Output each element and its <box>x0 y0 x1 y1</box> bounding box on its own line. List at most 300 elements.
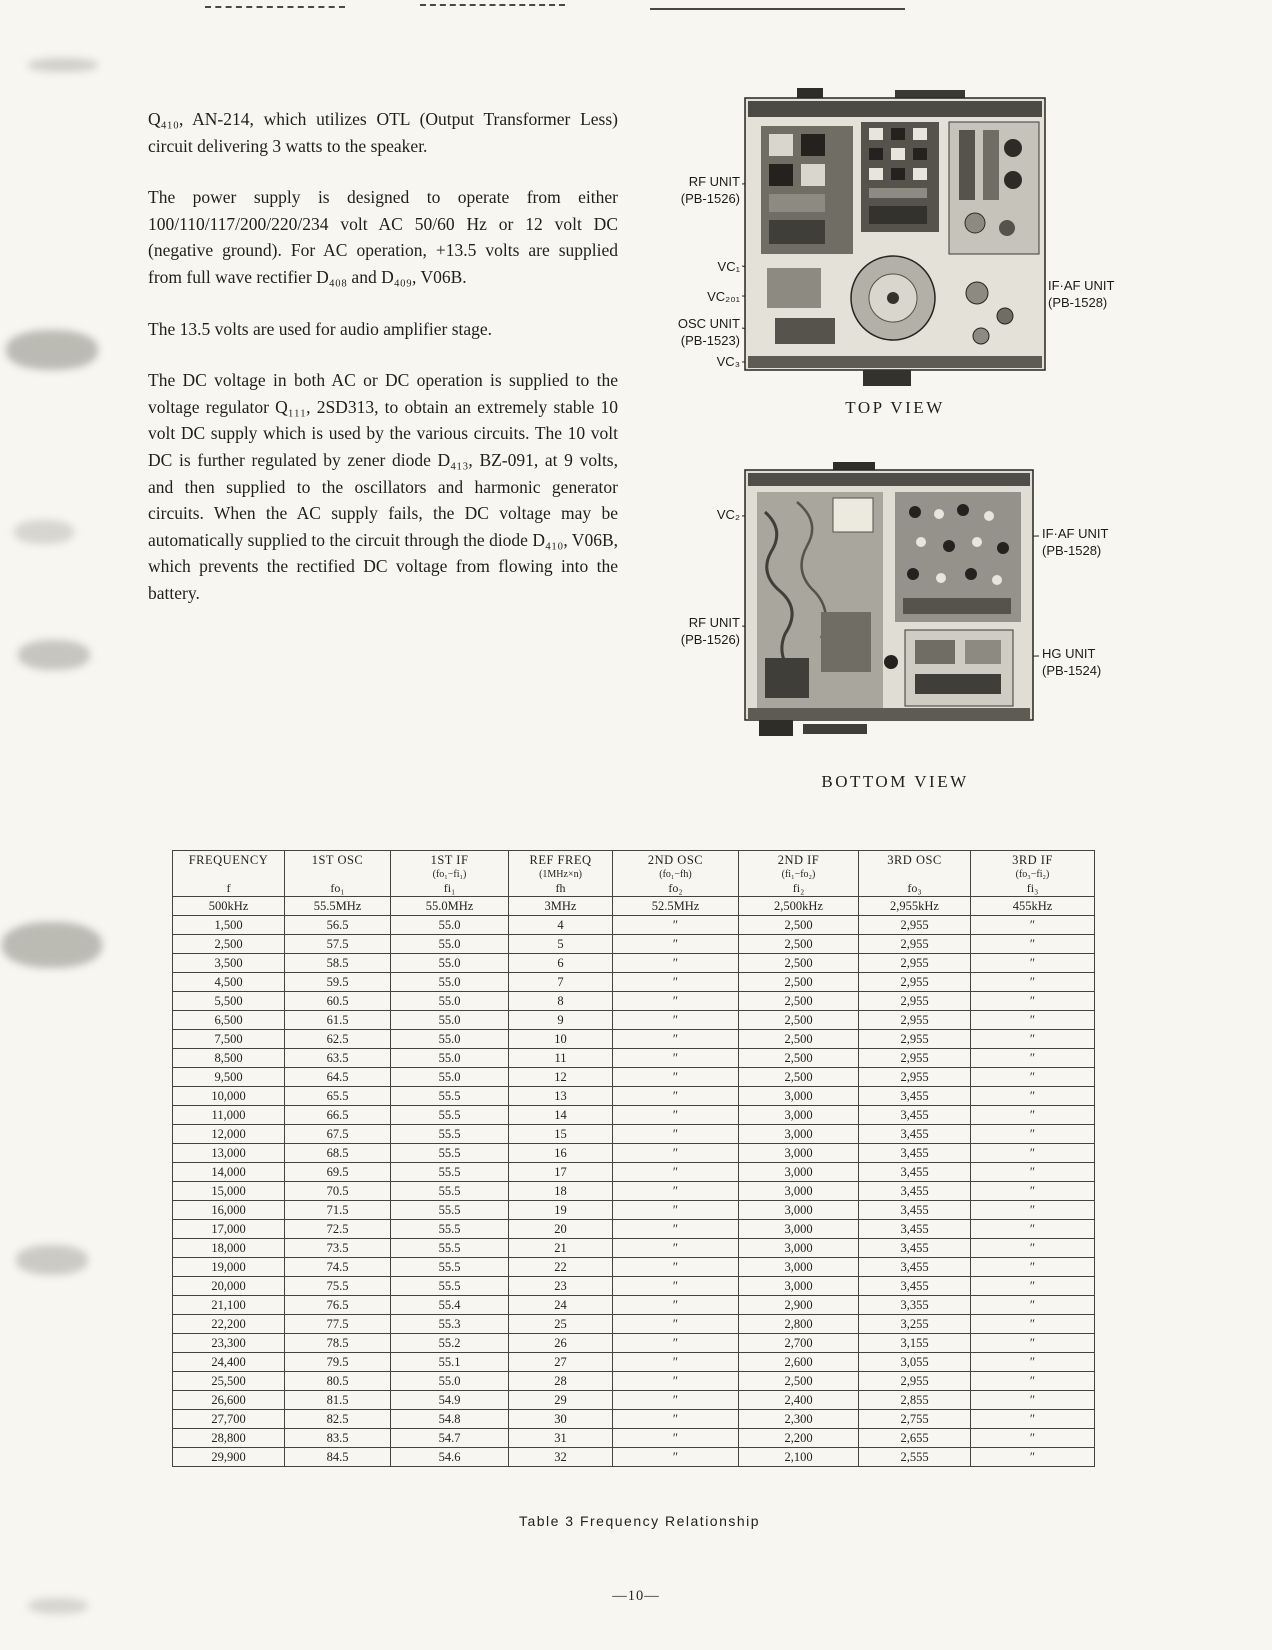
table-cell: ″ <box>613 1182 739 1201</box>
table-cell: 3,455 <box>859 1163 971 1182</box>
table-cell: ″ <box>971 1201 1095 1220</box>
table-cell: 2,955 <box>859 954 971 973</box>
table-cell: ″ <box>971 973 1095 992</box>
column-header: 3RD OSC fo₃ <box>859 851 971 897</box>
table-cell: 5,500 <box>173 992 285 1011</box>
label-vc1: VC₁ <box>717 259 740 274</box>
label-osc-unit: OSC UNIT (PB-1523) <box>677 316 740 348</box>
table-cell: 16 <box>509 1144 613 1163</box>
table-cell: 3,000 <box>739 1125 859 1144</box>
body-paragraph: Q₄₁₀, AN-214, which utilizes OTL (Output Transformer Less) circuit delivering 3 watts to the speaker. <box>148 109 618 156</box>
table-cell: 3,455 <box>859 1277 971 1296</box>
table-cell: 3MHz <box>509 897 613 916</box>
table-cell: 64.5 <box>285 1068 391 1087</box>
table-cell: 55.0MHz <box>391 897 509 916</box>
table-row <box>173 1125 1095 1144</box>
table-cell: ″ <box>971 1182 1095 1201</box>
table-cell: 60.5 <box>285 992 391 1011</box>
table-cell: 62.5 <box>285 1030 391 1049</box>
table-cell: 20,000 <box>173 1277 285 1296</box>
table-cell: 3,255 <box>859 1315 971 1334</box>
table-row <box>173 897 1095 916</box>
scan-smudge <box>18 640 90 670</box>
label-if-af-unit-bottom: IF·AF UNIT (PB-1528) <box>1042 526 1109 558</box>
table-row <box>173 992 1095 1011</box>
table-cell: 455kHz <box>971 897 1095 916</box>
table-cell: ″ <box>971 1277 1095 1296</box>
table-cell: 32 <box>509 1448 613 1467</box>
table-cell: 2,955 <box>859 992 971 1011</box>
table-cell: 68.5 <box>285 1144 391 1163</box>
column-header: 1ST IF (fo₁−fi₁) fi₁ <box>391 851 509 897</box>
label-rf-unit-top: RF UNIT (PB-1526) <box>680 174 740 206</box>
table-cell: 54.8 <box>391 1410 509 1429</box>
table-cell: ″ <box>613 1049 739 1068</box>
table-row <box>173 1068 1095 1087</box>
table-cell: 20 <box>509 1220 613 1239</box>
table-row <box>173 916 1095 935</box>
table-cell: 3,355 <box>859 1296 971 1315</box>
label-hg-unit: HG UNIT (PB-1524) <box>1042 646 1102 678</box>
table-cell: 55.0 <box>391 935 509 954</box>
table-cell: ″ <box>971 1049 1095 1068</box>
table-cell: 1,500 <box>173 916 285 935</box>
table-cell: 12,000 <box>173 1125 285 1144</box>
table-cell: ″ <box>971 1391 1095 1410</box>
table-cell: ″ <box>971 992 1095 1011</box>
table-cell: 21,100 <box>173 1296 285 1315</box>
table-cell: ″ <box>971 954 1095 973</box>
table-cell: ″ <box>971 1125 1095 1144</box>
table-cell: ″ <box>613 1106 739 1125</box>
table-cell: 55.5 <box>391 1239 509 1258</box>
table-cell: 75.5 <box>285 1277 391 1296</box>
table-cell: 18,000 <box>173 1239 285 1258</box>
table-cell: 8,500 <box>173 1049 285 1068</box>
table-cell: 3,000 <box>739 1239 859 1258</box>
table-cell: 55.5 <box>391 1163 509 1182</box>
table-row <box>173 1049 1095 1068</box>
table-cell: 80.5 <box>285 1372 391 1391</box>
scan-smudge <box>28 58 98 72</box>
table-cell: 3,155 <box>859 1334 971 1353</box>
table-cell: ″ <box>971 916 1095 935</box>
table-cell: ″ <box>971 1011 1095 1030</box>
scan-mark <box>205 6 345 8</box>
table-row <box>173 1258 1095 1277</box>
table-row <box>173 1011 1095 1030</box>
table-cell: 2,955 <box>859 973 971 992</box>
table-cell: 55.0 <box>391 1372 509 1391</box>
table-cell: 3,455 <box>859 1220 971 1239</box>
table-cell: 15 <box>509 1125 613 1144</box>
table-row <box>173 1144 1095 1163</box>
table-cell: 2,200 <box>739 1429 859 1448</box>
table-cell: ″ <box>613 1239 739 1258</box>
table-cell: 3,455 <box>859 1144 971 1163</box>
table-cell: 3,455 <box>859 1125 971 1144</box>
table-cell: 26 <box>509 1334 613 1353</box>
column-header: REF FREQ (1MHz×n) fh <box>509 851 613 897</box>
table-cell: 55.5 <box>391 1220 509 1239</box>
table-cell: 61.5 <box>285 1011 391 1030</box>
table-cell: 2,955 <box>859 935 971 954</box>
table-cell: 16,000 <box>173 1201 285 1220</box>
table-cell: ″ <box>971 1144 1095 1163</box>
table-cell: 76.5 <box>285 1296 391 1315</box>
table-cell: 3,000 <box>739 1144 859 1163</box>
table-cell: 6 <box>509 954 613 973</box>
table-cell: 2,955 <box>859 1372 971 1391</box>
table-cell: 2,955 <box>859 1049 971 1068</box>
table-cell: 55.0 <box>391 1068 509 1087</box>
column-header: FREQUENCY f <box>173 851 285 897</box>
table-row <box>173 1239 1095 1258</box>
table-cell: 25,500 <box>173 1372 285 1391</box>
table-cell: 14 <box>509 1106 613 1125</box>
scan-smudge <box>14 520 74 544</box>
table-cell: 24 <box>509 1296 613 1315</box>
table-cell: ″ <box>971 1087 1095 1106</box>
table-cell: 2,955kHz <box>859 897 971 916</box>
table-cell: 58.5 <box>285 954 391 973</box>
table-cell: ″ <box>971 1372 1095 1391</box>
table-cell: 55.5 <box>391 1106 509 1125</box>
table-row <box>173 1296 1095 1315</box>
table-cell: 3,000 <box>739 1106 859 1125</box>
table-cell: 3,500 <box>173 954 285 973</box>
body-text-column <box>148 106 618 632</box>
table-cell: 55.5 <box>391 1125 509 1144</box>
table-cell: 55.5 <box>391 1277 509 1296</box>
table-cell: 2,700 <box>739 1334 859 1353</box>
table-row <box>173 1106 1095 1125</box>
table-cell: 77.5 <box>285 1315 391 1334</box>
table-cell: ″ <box>613 1030 739 1049</box>
table-cell: 70.5 <box>285 1182 391 1201</box>
table-cell: 79.5 <box>285 1353 391 1372</box>
table-cell: ″ <box>613 973 739 992</box>
table-cell: ″ <box>613 1087 739 1106</box>
table-cell: ″ <box>971 1239 1095 1258</box>
table-cell: 54.6 <box>391 1448 509 1467</box>
label-vc3: VC₃ <box>716 354 740 369</box>
table-cell: 21 <box>509 1239 613 1258</box>
table-cell: 2,500 <box>173 935 285 954</box>
table-cell: 56.5 <box>285 916 391 935</box>
table-cell: 26,600 <box>173 1391 285 1410</box>
column-header: 1ST OSC fo₁ <box>285 851 391 897</box>
table-cell: 19,000 <box>173 1258 285 1277</box>
table-cell: 52.5MHz <box>613 897 739 916</box>
table-cell: ″ <box>613 1201 739 1220</box>
label-vc201: VC₂₀₁ <box>707 289 740 304</box>
table-cell: 15,000 <box>173 1182 285 1201</box>
table-cell: 6,500 <box>173 1011 285 1030</box>
table-cell: 19 <box>509 1201 613 1220</box>
table-row <box>173 1372 1095 1391</box>
table-cell: ″ <box>613 1410 739 1429</box>
top-view-board-art <box>628 82 1168 427</box>
table-row <box>173 1087 1095 1106</box>
table-cell: 55.2 <box>391 1334 509 1353</box>
table-cell: 2,400 <box>739 1391 859 1410</box>
table-cell: 55.1 <box>391 1353 509 1372</box>
table-cell: ″ <box>613 954 739 973</box>
table-cell: 2,500kHz <box>739 897 859 916</box>
table-cell: ″ <box>971 1296 1095 1315</box>
scan-mark <box>650 8 905 10</box>
table-cell: 7,500 <box>173 1030 285 1049</box>
table-row <box>173 1201 1095 1220</box>
scan-smudge <box>16 1245 88 1275</box>
table-header-row <box>173 851 1095 897</box>
table-row <box>173 954 1095 973</box>
table-cell: ″ <box>613 1391 739 1410</box>
table-cell: 12 <box>509 1068 613 1087</box>
table-cell: 55.0 <box>391 916 509 935</box>
table-cell: 2,500 <box>739 1030 859 1049</box>
body-paragraph: The power supply is designed to operate from either 100/110/117/200/220/234 volt AC 50/60 Hz or 12 volt DC (negative ground). For AC operation, +13.5 volts are supplied from full wave rectifier D₄₀₈ and D₄₀₉, V06B. <box>148 187 618 287</box>
column-header: 2ND IF (fi₁−fo₂) fi₂ <box>739 851 859 897</box>
scan-smudge <box>2 922 102 968</box>
table-cell: 5 <box>509 935 613 954</box>
table-cell: ″ <box>613 1125 739 1144</box>
table-cell: 29 <box>509 1391 613 1410</box>
table-cell: 10,000 <box>173 1087 285 1106</box>
table-cell: 55.0 <box>391 992 509 1011</box>
table-cell: 66.5 <box>285 1106 391 1125</box>
table-cell: ″ <box>613 1277 739 1296</box>
top-view-diagram <box>628 82 1168 427</box>
table-cell: 17,000 <box>173 1220 285 1239</box>
table-cell: 55.5 <box>391 1144 509 1163</box>
table-cell: 23,300 <box>173 1334 285 1353</box>
table-cell: 11,000 <box>173 1106 285 1125</box>
top-view-caption: TOP VIEW <box>845 398 945 417</box>
table-cell: 55.5 <box>391 1087 509 1106</box>
table-cell: 27 <box>509 1353 613 1372</box>
table-cell: 9 <box>509 1011 613 1030</box>
table-cell: 2,500 <box>739 954 859 973</box>
table-cell: ″ <box>971 1410 1095 1429</box>
table-cell: 78.5 <box>285 1334 391 1353</box>
table-cell: 2,500 <box>739 935 859 954</box>
table-cell: 82.5 <box>285 1410 391 1429</box>
table-cell: 10 <box>509 1030 613 1049</box>
table-cell: 2,300 <box>739 1410 859 1429</box>
table-cell: 2,955 <box>859 916 971 935</box>
table-cell: 3,455 <box>859 1106 971 1125</box>
table-cell: 55.5MHz <box>285 897 391 916</box>
table-cell: 55.0 <box>391 1049 509 1068</box>
table-cell: ″ <box>971 1258 1095 1277</box>
table-cell: 30 <box>509 1410 613 1429</box>
table-cell: 3,000 <box>739 1182 859 1201</box>
table-cell: 27,700 <box>173 1410 285 1429</box>
table-cell: 55.0 <box>391 973 509 992</box>
table-cell: 72.5 <box>285 1220 391 1239</box>
table-cell: ″ <box>971 1448 1095 1467</box>
table-cell: ″ <box>613 935 739 954</box>
table-cell: ″ <box>613 1334 739 1353</box>
table-cell: 81.5 <box>285 1391 391 1410</box>
label-if-af-unit-top: IF·AF UNIT (PB-1528) <box>1048 278 1115 310</box>
table-cell: 57.5 <box>285 935 391 954</box>
table-cell: 28,800 <box>173 1429 285 1448</box>
table-cell: ″ <box>613 1258 739 1277</box>
table-cell: ″ <box>613 1296 739 1315</box>
table-cell: 22 <box>509 1258 613 1277</box>
table-cell: 63.5 <box>285 1049 391 1068</box>
column-header: 3RD IF (fo₃−fi₂) fi₃ <box>971 851 1095 897</box>
table-cell: 2,500 <box>739 1372 859 1391</box>
table-cell: 2,500 <box>739 973 859 992</box>
table-cell: ″ <box>971 1106 1095 1125</box>
table-cell: 25 <box>509 1315 613 1334</box>
table-cell: 14,000 <box>173 1163 285 1182</box>
table-cell: 2,955 <box>859 1068 971 1087</box>
table-cell: 3,000 <box>739 1163 859 1182</box>
table-cell: ″ <box>613 1315 739 1334</box>
table-cell: ″ <box>971 1429 1095 1448</box>
table-cell: 23 <box>509 1277 613 1296</box>
table-cell: 3,455 <box>859 1182 971 1201</box>
table-cell: ″ <box>971 1334 1095 1353</box>
table-cell: ″ <box>613 1011 739 1030</box>
table-cell: 2,600 <box>739 1353 859 1372</box>
table-cell: 2,955 <box>859 1011 971 1030</box>
table-cell: 55.5 <box>391 1258 509 1277</box>
table-cell: 2,755 <box>859 1410 971 1429</box>
table-row <box>173 1410 1095 1429</box>
table-cell: 55.0 <box>391 954 509 973</box>
table-cell: 29,900 <box>173 1448 285 1467</box>
table-cell: 17 <box>509 1163 613 1182</box>
table-cell: 13,000 <box>173 1144 285 1163</box>
bottom-view-diagram <box>628 452 1168 807</box>
body-paragraph: The DC voltage in both AC or DC operation is supplied to the voltage regulator Q₁₁₁, 2SD313, to obtain an extremely stable 10 volt DC supply which is used by the various circuits. The 10 volt DC is further regulated by zener diode D₄₁₃, BZ-091, at 9 volts, and then supplied to the oscillators and harmonic generator circuits. When the AC supply fails, the DC voltage may be automatically supplied to the circuit through the diode D₄₁₀, V06B, which prevents the rectified DC voltage from flowing into the battery. <box>148 370 618 603</box>
table-cell: 74.5 <box>285 1258 391 1277</box>
table-cell: ″ <box>971 1030 1095 1049</box>
scan-smudge <box>6 330 98 370</box>
table-cell: ″ <box>971 935 1095 954</box>
table-cell: ″ <box>613 1068 739 1087</box>
table-cell: 69.5 <box>285 1163 391 1182</box>
table-cell: ″ <box>613 1372 739 1391</box>
table-cell: 4 <box>509 916 613 935</box>
table-cell: 2,655 <box>859 1429 971 1448</box>
table-row <box>173 1315 1095 1334</box>
table-cell: ″ <box>971 1220 1095 1239</box>
table-cell: 22,200 <box>173 1315 285 1334</box>
table-cell: ″ <box>613 992 739 1011</box>
table-cell: 55.0 <box>391 1011 509 1030</box>
table-cell: ″ <box>613 916 739 935</box>
table-row <box>173 1277 1095 1296</box>
table-cell: 54.7 <box>391 1429 509 1448</box>
table-cell: 3,455 <box>859 1087 971 1106</box>
table-cell: ″ <box>971 1315 1095 1334</box>
scan-mark <box>420 4 565 6</box>
table-cell: 55.3 <box>391 1315 509 1334</box>
table-cell: 2,500 <box>739 1011 859 1030</box>
table-cell: 4,500 <box>173 973 285 992</box>
table-cell: 3,000 <box>739 1087 859 1106</box>
table-cell: 67.5 <box>285 1125 391 1144</box>
table-row <box>173 1448 1095 1467</box>
table-row <box>173 1163 1095 1182</box>
table-cell: 2,500 <box>739 992 859 1011</box>
table-row <box>173 1334 1095 1353</box>
table-cell: 3,055 <box>859 1353 971 1372</box>
table-cell: 54.9 <box>391 1391 509 1410</box>
table-cell: 2,900 <box>739 1296 859 1315</box>
table-cell: 9,500 <box>173 1068 285 1087</box>
table-row <box>173 1030 1095 1049</box>
table-cell: 28 <box>509 1372 613 1391</box>
table-cell: 24,400 <box>173 1353 285 1372</box>
table-cell: 3,000 <box>739 1277 859 1296</box>
table-row <box>173 973 1095 992</box>
table-cell: 3,000 <box>739 1220 859 1239</box>
table-cell: ″ <box>613 1429 739 1448</box>
page-number: —10— <box>612 1588 660 1604</box>
table-cell: 2,500 <box>739 1068 859 1087</box>
table-cell: 500kHz <box>173 897 285 916</box>
table-cell: 3,455 <box>859 1239 971 1258</box>
frequency-table <box>172 850 1095 1467</box>
column-header: 2ND OSC (fo₁−fh) fo₂ <box>613 851 739 897</box>
table-cell: 3,000 <box>739 1201 859 1220</box>
table-cell: 8 <box>509 992 613 1011</box>
table-row <box>173 1182 1095 1201</box>
table-cell: ″ <box>971 1353 1095 1372</box>
table-cell: ″ <box>613 1220 739 1239</box>
table-cell: ″ <box>613 1144 739 1163</box>
table-cell: 59.5 <box>285 973 391 992</box>
table-cell: ″ <box>971 1163 1095 1182</box>
label-rf-unit-bottom: RF UNIT (PB-1526) <box>680 615 740 647</box>
bottom-view-caption: BOTTOM VIEW <box>821 772 969 791</box>
table-cell: 3,455 <box>859 1201 971 1220</box>
table-cell: ″ <box>613 1448 739 1467</box>
table-cell: 2,555 <box>859 1448 971 1467</box>
table-row <box>173 935 1095 954</box>
body-paragraph: The 13.5 volts are used for audio amplifier stage. <box>148 318 493 339</box>
table-cell: 71.5 <box>285 1201 391 1220</box>
table-row <box>173 1429 1095 1448</box>
table-row <box>173 1391 1095 1410</box>
table-cell: 55.5 <box>391 1182 509 1201</box>
table-cell: 2,955 <box>859 1030 971 1049</box>
table-cell: 84.5 <box>285 1448 391 1467</box>
table-cell: 7 <box>509 973 613 992</box>
table-cell: 2,800 <box>739 1315 859 1334</box>
table-cell: 65.5 <box>285 1087 391 1106</box>
label-vc2: VC₂ <box>716 507 740 522</box>
table-cell: 55.4 <box>391 1296 509 1315</box>
table-cell: ″ <box>613 1353 739 1372</box>
table-row <box>173 1353 1095 1372</box>
table-cell: ″ <box>971 1068 1095 1087</box>
table-cell: 2,500 <box>739 916 859 935</box>
table-cell: 11 <box>509 1049 613 1068</box>
table-cell: 3,000 <box>739 1258 859 1277</box>
table-cell: 2,500 <box>739 1049 859 1068</box>
table-row <box>173 1220 1095 1239</box>
table-cell: 2,855 <box>859 1391 971 1410</box>
